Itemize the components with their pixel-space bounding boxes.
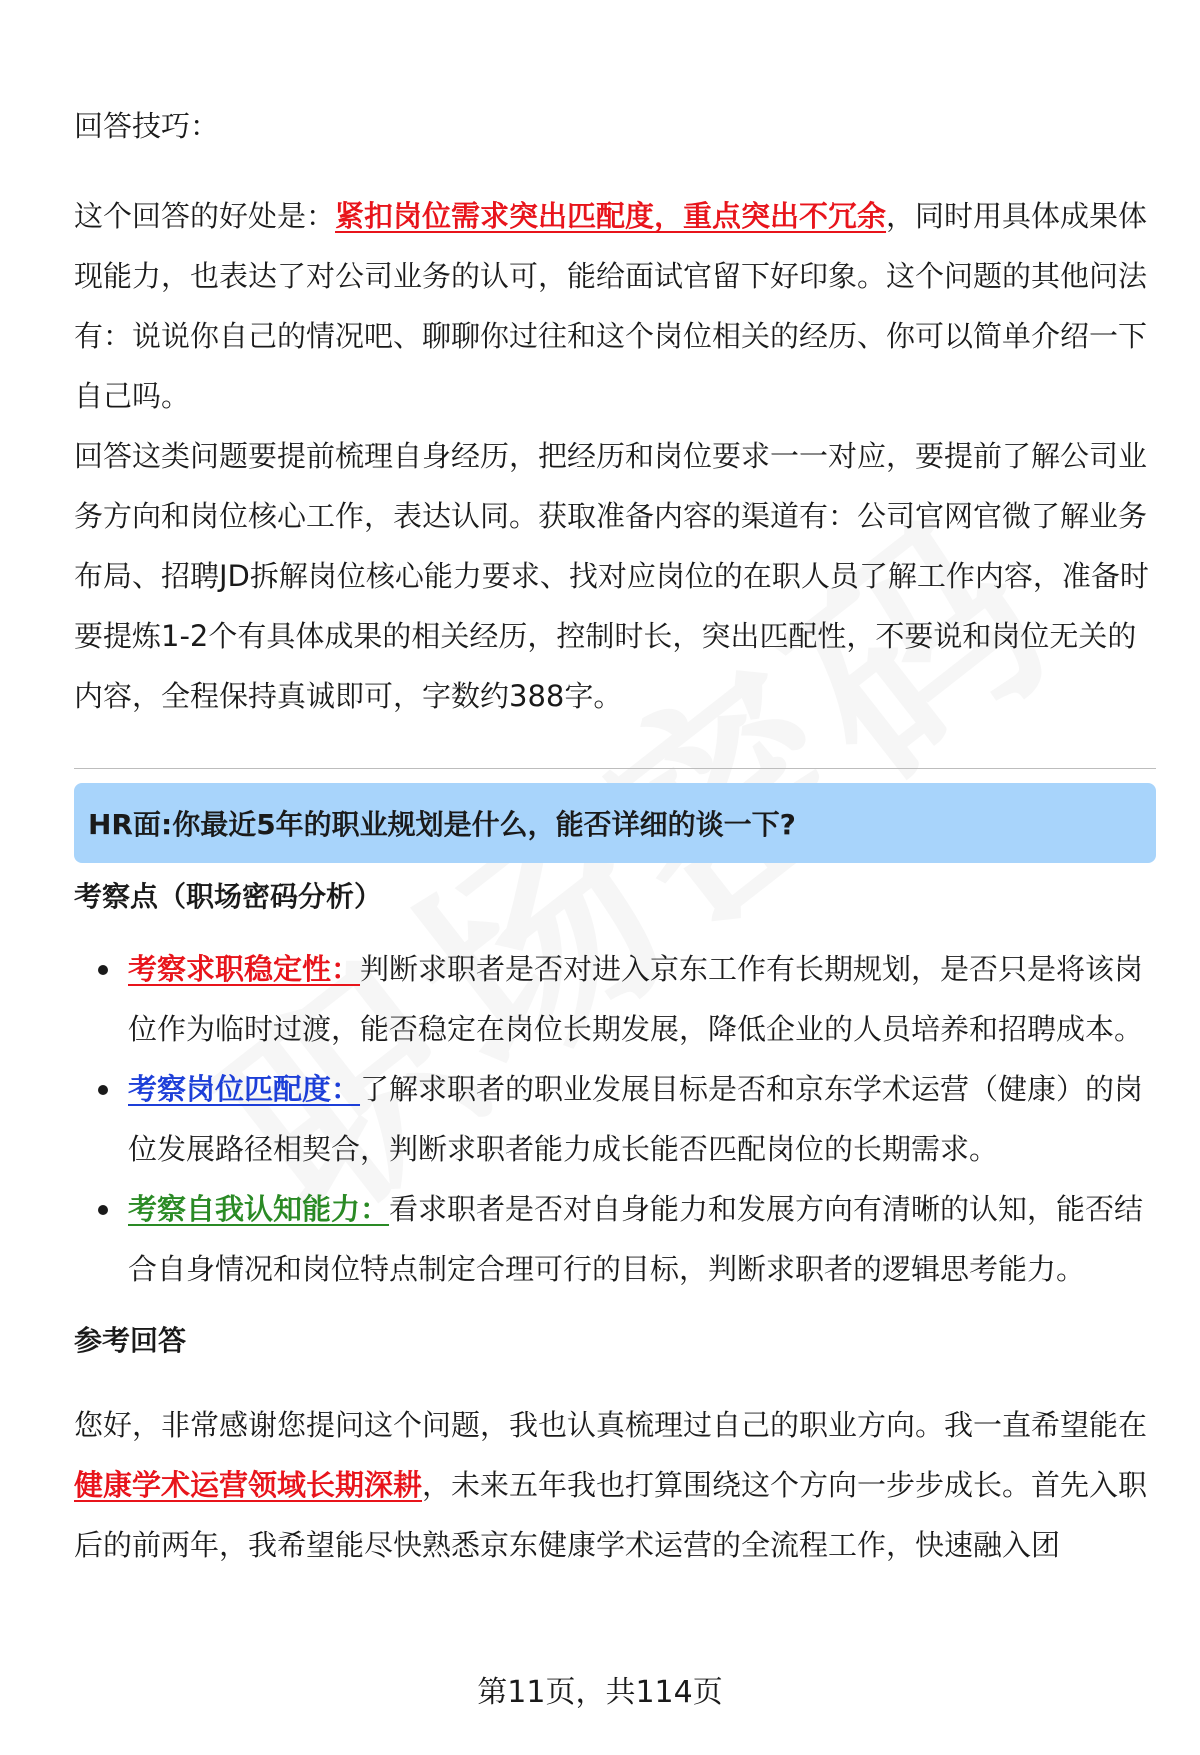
point-label: 考察求职稳定性： — [128, 952, 361, 986]
analysis-point — [74, 939, 1156, 1059]
reference-after: ，未来五年我也打算围绕这个方向一步步成长。首先入职后的前两年，我希望能尽快熟悉京东健康学术运营的全流程工作，快速融入团 — [74, 1468, 1148, 1562]
question-box — [74, 783, 1156, 863]
point-text: 看求职者是否对自身能力和发展方向有清晰的认知，能否结合自身情况和岗位特点制定合理可行的目标，判断求职者的逻辑思考能力。 — [128, 1192, 1144, 1286]
tips-paragraph-1 — [74, 186, 1156, 426]
point-label: 考察岗位匹配度： — [128, 1072, 361, 1106]
tips-label: 回答技巧： — [74, 109, 220, 143]
tips-paragraph-2: 回答这类问题要提前梳理自身经历，把经历和岗位要求一一对应，要提前了解公司业务方向和岗位核心工作，表达认同。获取准备内容的渠道有：公司官网官微了解业务布局、招聘JD拆解岗位核心能力要求、找对应岗位的在职人员了解工作内容，准备时要提炼1-2个有具体成果的相关经历，控制时长，突出匹配性，不要说和岗位无关的内容，全程保持真诚即可，字数约388字。 — [74, 439, 1149, 713]
reference-before: 您好，非常感谢您提问这个问题，我也认真梳理过自己的职业方向。我一直希望能在 — [74, 1408, 1148, 1442]
reference-highlight: 健康学术运营领域长期深耕 — [74, 1468, 423, 1502]
tips-p1-before: 这个回答的好处是： — [74, 199, 336, 233]
analysis-point — [74, 1179, 1156, 1299]
reference-title: 参考回答 — [74, 1324, 187, 1357]
point-text: 判断求职者是否对进入京东工作有长期规划，是否只是将该岗位作为临时过渡，能否稳定在岗位长期发展，降低企业的人员培养和招聘成本。 — [128, 952, 1144, 1046]
point-label: 考察自我认知能力： — [128, 1192, 390, 1226]
bullet-icon — [98, 965, 108, 975]
page-number: 第11页，共114页 — [477, 1675, 723, 1710]
tips-p1-highlight: 紧扣岗位需求突出匹配度，重点突出不冗余 — [335, 199, 887, 233]
question-text: HR面:你最近5年的职业规划是什么，能否详细的谈一下? — [88, 808, 796, 841]
tips-p1-after: ，同时用具体成果体现能力，也表达了对公司业务的认可，能给面试官留下好印象。这个问题的其他问法有：说说你自己的情况吧、聊聊你过往和这个岗位相关的经历、你可以简单介绍一下自己吗。 — [74, 199, 1148, 413]
bullet-icon — [98, 1205, 108, 1215]
analysis-title: 考察点（职场密码分析） — [74, 880, 383, 913]
point-text: 了解求职者的职业发展目标是否和京东学术运营（健康）的岗位发展路径相契合，判断求职者能力成长能否匹配岗位的长期需求。 — [128, 1072, 1144, 1166]
page-content — [74, 96, 1156, 1575]
reference-paragraph — [74, 1395, 1156, 1575]
section-divider — [74, 768, 1156, 769]
analysis-point — [74, 1059, 1156, 1179]
analysis-points — [74, 939, 1156, 1299]
bullet-icon — [98, 1085, 108, 1095]
